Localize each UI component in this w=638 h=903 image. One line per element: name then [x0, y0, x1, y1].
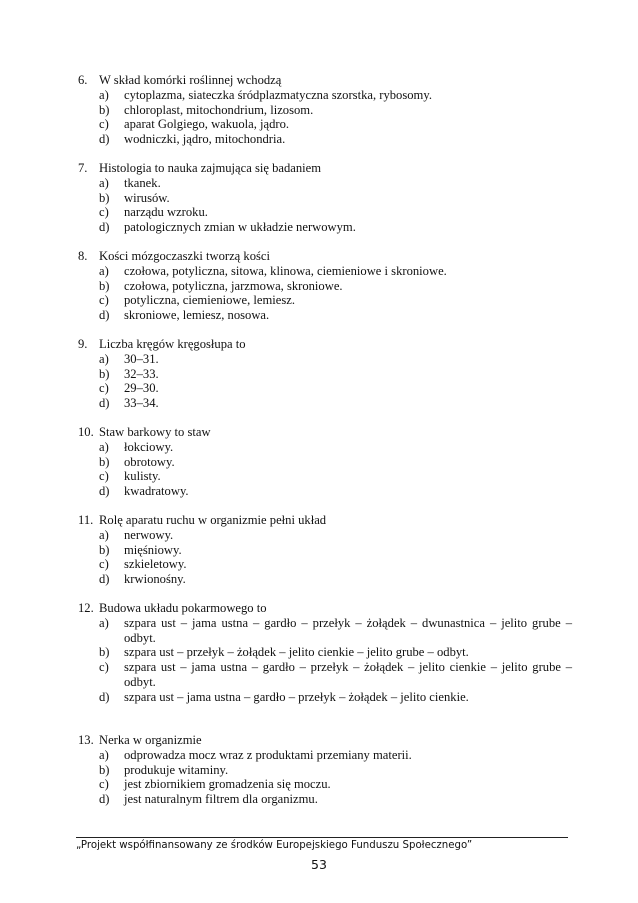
answer-option: [99, 616, 578, 646]
answer-option: [99, 103, 578, 118]
option-text: chloroplast, mitochondrium, lizosom.: [124, 102, 314, 117]
question-number: 11.: [78, 513, 94, 527]
option-text: skroniowe, lemiesz, nosowa.: [124, 308, 270, 323]
option-text: szpara ust – przełyk – żołądek – jelito cienkie – jelito grube – odbyt.: [124, 645, 469, 660]
option-body: [124, 484, 578, 499]
option-body: [124, 117, 578, 132]
footer-divider: [76, 837, 568, 838]
answer-option: [99, 176, 578, 191]
option-label: d): [99, 132, 110, 147]
answer-option: [99, 396, 578, 411]
option-label: d): [99, 484, 110, 499]
answer-option: [99, 792, 578, 807]
answer-option: [99, 279, 578, 294]
option-text: odprowadza mocz wraz z produktami przemiany materii.: [124, 747, 412, 762]
option-label: a): [99, 615, 109, 630]
option-label: b): [99, 190, 110, 205]
option-label: c): [99, 557, 109, 572]
option-text: 30–31.: [124, 351, 159, 366]
question-text: Rolę aparatu ruchu w organizmie pełni układ: [99, 513, 327, 527]
option-label: a): [99, 351, 109, 366]
question-line: [78, 425, 578, 440]
question-block: [78, 601, 578, 705]
option-body: [124, 543, 578, 558]
option-text-continuation: odbyt.: [124, 674, 156, 689]
option-body: [124, 528, 578, 543]
option-label: d): [99, 308, 110, 323]
option-label: c): [99, 117, 109, 132]
question-block: [78, 161, 578, 235]
option-label: a): [99, 439, 109, 454]
option-text: cytoplazma, siateczka śródplazmatyczna szorstka, rybosomy.: [124, 87, 432, 102]
option-label: d): [99, 572, 110, 587]
answer-option: [99, 264, 578, 279]
question-line: [78, 161, 578, 176]
question-number: 10.: [78, 425, 94, 439]
option-text: produkuje witaminy.: [124, 762, 229, 777]
answer-option: [99, 367, 578, 382]
option-body: [124, 103, 578, 118]
option-body: [124, 279, 578, 294]
answer-option: [99, 690, 578, 705]
option-text: tkanek.: [124, 175, 161, 190]
question-block: [78, 513, 578, 587]
option-body: [124, 616, 578, 646]
option-text: jest naturalnym filtrem dla organizmu.: [124, 792, 318, 807]
option-body: [124, 748, 578, 763]
option-body: [124, 396, 578, 411]
option-body: [124, 381, 578, 396]
answer-option: [99, 645, 578, 660]
question-text: Staw barkowy to staw: [99, 425, 211, 439]
option-label: d): [99, 792, 110, 807]
option-text: 33–34.: [124, 396, 159, 411]
option-text: łokciowy.: [124, 439, 174, 454]
option-text: szkieletowy.: [124, 557, 187, 572]
option-label: b): [99, 454, 110, 469]
option-label: c): [99, 660, 109, 675]
question-block: [78, 733, 578, 807]
option-text: wirusów.: [124, 190, 170, 205]
question-number: 13.: [78, 733, 94, 747]
answer-option: [99, 308, 578, 323]
option-body: [124, 88, 578, 103]
option-label: d): [99, 220, 110, 235]
option-text: narządu wzroku.: [124, 205, 208, 220]
option-body: [124, 191, 578, 206]
option-text: szpara ust – jama ustna – gardło – przełyk – żołądek – jelito cienkie.: [124, 689, 469, 704]
answer-option: [99, 117, 578, 132]
answer-option: [99, 455, 578, 470]
option-body: [124, 763, 578, 778]
question-block: [78, 337, 578, 411]
option-text: 32–33.: [124, 366, 159, 381]
option-body: [124, 572, 578, 587]
question-text: Liczba kręgów kręgosłupa to: [99, 337, 246, 351]
answer-option: [99, 557, 578, 572]
question-number: 7.: [78, 161, 88, 175]
option-body: [124, 660, 578, 690]
answer-option: [99, 572, 578, 587]
option-text: szpara ust – jama ustna – gardło – przełyk – żołądek – dwunastnica – jelito grube –: [124, 615, 572, 630]
option-text: 29–30.: [124, 381, 159, 396]
option-label: a): [99, 263, 109, 278]
option-text: patologicznych zmian w układzie nerwowym.: [124, 220, 356, 235]
option-text: czołowa, potyliczna, jarzmowa, skroniowe.: [124, 278, 343, 293]
option-text: kulisty.: [124, 469, 161, 484]
option-body: [124, 367, 578, 382]
option-body: [124, 440, 578, 455]
option-body: [124, 205, 578, 220]
option-label: b): [99, 542, 110, 557]
option-label: a): [99, 527, 109, 542]
option-body: [124, 293, 578, 308]
question-line: [78, 73, 578, 88]
question-text: Budowa układu pokarmowego to: [99, 601, 267, 615]
question-line: [78, 601, 578, 616]
option-text: wodniczki, jądro, mitochondria.: [124, 132, 286, 147]
question-text: W skład komórki roślinnej wchodzą: [99, 73, 282, 87]
option-body: [124, 176, 578, 191]
question-block: [78, 73, 578, 147]
answer-option: [99, 440, 578, 455]
option-label: a): [99, 747, 109, 762]
answer-option: [99, 528, 578, 543]
option-body: [124, 792, 578, 807]
option-body: [124, 557, 578, 572]
option-label: b): [99, 762, 110, 777]
option-body: [124, 645, 578, 660]
option-label: b): [99, 366, 110, 381]
option-body: [124, 690, 578, 705]
option-label: c): [99, 381, 109, 396]
option-body: [124, 220, 578, 235]
answer-option: [99, 484, 578, 499]
option-text: czołowa, potyliczna, sitowa, klinowa, ciemieniowe i skroniowe.: [124, 263, 447, 278]
answer-option: [99, 543, 578, 558]
option-body: [124, 469, 578, 484]
question-block: [78, 425, 578, 499]
option-body: [124, 777, 578, 792]
question-number: 8.: [78, 249, 88, 263]
option-label: b): [99, 278, 110, 293]
option-body: [124, 132, 578, 147]
option-text: aparat Golgiego, wakuola, jądro.: [124, 117, 290, 132]
answer-option: [99, 777, 578, 792]
option-text: mięśniowy.: [124, 542, 182, 557]
answer-option: [99, 660, 578, 690]
question-text: Kości mózgoczaszki tworzą kości: [99, 249, 271, 263]
answer-option: [99, 132, 578, 147]
answer-option: [99, 205, 578, 220]
option-label: c): [99, 777, 109, 792]
answer-option: [99, 220, 578, 235]
answer-option: [99, 88, 578, 103]
option-text: obrotowy.: [124, 454, 175, 469]
question-text: Histologia to nauka zajmująca się badaniem: [99, 161, 322, 175]
option-label: c): [99, 205, 109, 220]
option-text: nerwowy.: [124, 527, 174, 542]
answer-option: [99, 381, 578, 396]
option-text: jest zbiornikiem gromadzenia się moczu.: [124, 777, 331, 792]
question-number: 9.: [78, 337, 88, 351]
option-body: [124, 352, 578, 367]
question-line: [78, 733, 578, 748]
question-number: 6.: [78, 73, 88, 87]
option-label: d): [99, 396, 110, 411]
option-label: b): [99, 645, 110, 660]
question-block: [78, 249, 578, 323]
question-line: [78, 249, 578, 264]
option-body: [124, 308, 578, 323]
question-number: 12.: [78, 601, 94, 615]
option-label: a): [99, 175, 109, 190]
option-text: szpara ust – jama ustna – gardło – przełyk – żołądek – jelito cienkie – jelito grube –: [124, 660, 572, 675]
answer-option: [99, 293, 578, 308]
answer-option: [99, 469, 578, 484]
option-body: [124, 455, 578, 470]
option-body: [124, 264, 578, 279]
answer-option: [99, 352, 578, 367]
page-number: 53: [311, 857, 327, 872]
option-text: potyliczna, ciemieniowe, lemiesz.: [124, 293, 295, 308]
option-label: a): [99, 87, 109, 102]
option-label: c): [99, 293, 109, 308]
answer-option: [99, 763, 578, 778]
option-label: c): [99, 469, 109, 484]
question-line: [78, 513, 578, 528]
answer-option: [99, 748, 578, 763]
option-text: kwadratowy.: [124, 484, 189, 499]
option-text: krwionośny.: [124, 572, 186, 587]
option-label: b): [99, 102, 110, 117]
answer-option: [99, 191, 578, 206]
question-line: [78, 337, 578, 352]
footer-text: „Projekt współfinansowany ze środków Europejskiego Funduszu Społecznego”: [76, 840, 473, 851]
option-text-continuation: odbyt.: [124, 630, 156, 645]
question-text: Nerka w organizmie: [99, 733, 202, 747]
option-label: d): [99, 689, 110, 704]
